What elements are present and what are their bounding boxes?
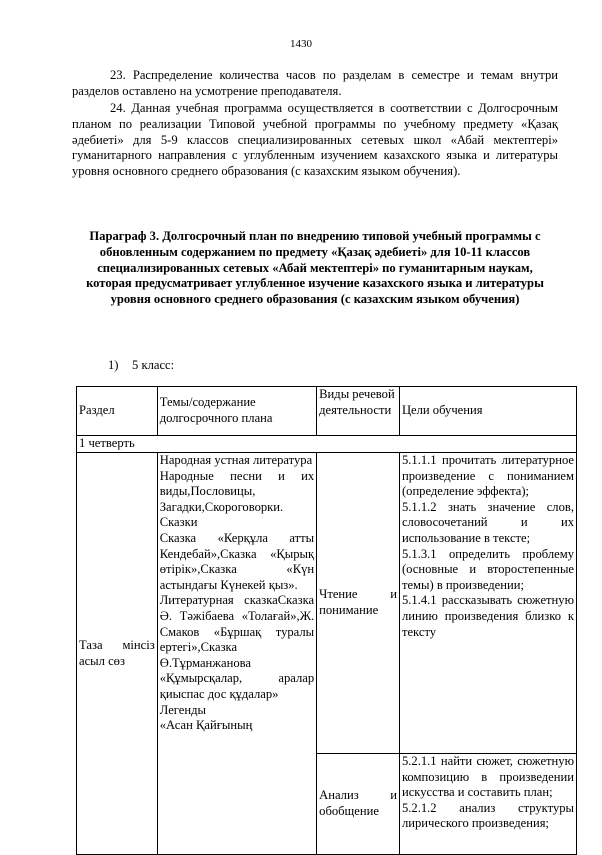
header-goals: Цели обучения <box>399 387 576 436</box>
table-row <box>77 453 577 754</box>
list-item-grade <box>108 358 174 373</box>
section-heading: Параграф 3. Долгосрочный план по внедрению типовой учебный программы с обновленным содержанием по предмету «Қазақ әдебиеті» для 10-11 классов специализированных сетевых «Абай мектептері» по гуманитарным наукам, которая предусматривает углубленное изучение казахского языка и литературы уровня основного среднего образования (с казахским языком обучения) <box>86 229 544 307</box>
long-term-plan-table <box>76 386 577 855</box>
topics-content: Народная устная литература Народные песни и их виды,Пословицы, Загадки,Скороговорки. Сказки Сказка «Керқұла атты Кендебай»,Сказка «Қырық өтірік»,Сказка «Күн астындағы Күнекей қыз». Литературная сказкаСказка Ә. Тәжібаева «Толағай»,Ж. Смаков «Бұршақ туралы ертегі»,Сказка Ө.Тұрманжанова «Құмырсқалар, аралар қиыспас дос құдалар» Легенды «Асан Қайғының <box>157 453 316 855</box>
table-header-row <box>77 387 577 436</box>
header-section: Раздел <box>77 387 158 436</box>
paragraph-24: 24. Данная учебная программа осуществляется в соответствии с Долгосрочным планом по реализации Типовой учебной программы по учебному предмету «Қазақ әдебиеті» для 5-9 классов специализированных сетевых школ «Абай мектептері» гуманитарного направления с углубленным изучением казахского языка и литературы уровня основного среднего образования (с казахским языком обучения). <box>72 101 558 179</box>
goals-reading: 5.1.1.1 прочитать литературное произведение с пониманием (определение эффекта); 5.1.1.2 знать значение слов, словосочетаний и их использование в тексте; 5.1.3.1 определить проблему (основные и второстепенные темы) в произведении; 5.1.4.1 рассказывать сюжетную линию произведения близко к тексту <box>399 453 576 754</box>
goals-analysis: 5.2.1.1 найти сюжет, сюжетную композицию в произведении искусства и составить план; 5.2.1.2 анализ структуры лирического произведения; <box>399 754 576 855</box>
header-activity: Виды речевой деятельности <box>317 387 400 436</box>
quarter-label: 1 четверть <box>77 436 577 453</box>
quarter-row <box>77 436 577 453</box>
list-item-text: 5 класс: <box>132 358 175 372</box>
paragraph-23: 23. Распределение количества часов по разделам в семестре и темам внутри разделов оставлено на усмотрение преподавателя. <box>72 68 558 98</box>
header-topics: Темы/содержание долгосрочного плана <box>157 387 316 436</box>
page-number: 1430 <box>290 38 312 50</box>
activity-analysis: Анализ и обобщение <box>317 754 400 855</box>
section-name: Таза мінсіз асыл сөз <box>77 453 158 855</box>
activity-reading: Чтение и понимание <box>317 453 400 754</box>
list-item-number: 1) <box>108 358 119 372</box>
